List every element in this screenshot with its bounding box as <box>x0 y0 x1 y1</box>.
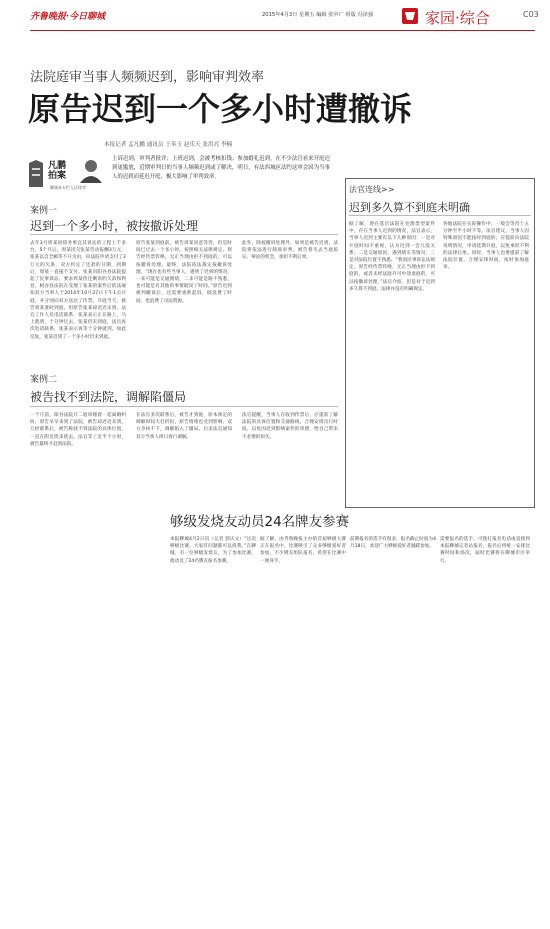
commentary-icon <box>28 159 44 189</box>
case1-col2: 原告张某到庭前，被告周某同意等待，但是时间已过去一个多小时。按照相关法律规定，原告经传票传唤，无正当理由拒不到庭的，可以按撤诉处理。最终，法院依法裁定按撤诉处理。“现在也有些当事人，遇到了迟到的情况，一来可能是交通拥堵，二来可能是路不熟悉，也可能是有其他的事情耽误了时间。”原告迟到被判撤诉后，还需要重新起诉，既浪费了时间，也浪费了司法资源。 <box>136 241 232 304</box>
section-badge-icon <box>402 8 418 24</box>
case1-col3: 此外，除按撤诉处理外，如果是被告迟到，法院将依法进行缺席审判，被告将失去当庭质证、辩论的机会，承担不利后果。 <box>242 241 338 261</box>
intro-text: 上诉迟到，审判者批评；上班迟到，会被考核扣钱；参加婚礼迟到，在不少法官看来开庭迟到更尴尬，近期审判日的当事人频频迟到或了解决，明日，有法西城区法约这审会因为当事人的迟到而延迟开庭，极大影响了审判效率。 <box>112 156 330 180</box>
masthead <box>0 0 550 36</box>
case2-rule <box>30 406 338 407</box>
article2-headline: 够级发烧友动员24名牌友参赛 <box>170 514 350 530</box>
commentary-box <box>28 157 108 193</box>
article2-col2: 据了解，由齐鲁晚报主办的首届够级大赛正在报名中，比赛吸引了众多够级爱好者参加，不少牌友组队报名，希望在比赛中一展身手。 <box>260 537 346 564</box>
case1-label: 案例一 <box>30 206 58 216</box>
kicker: 法院庭审当事人频频迟到，影响审判效率 <box>30 70 265 85</box>
sidebar-box <box>345 178 535 508</box>
sidebar-tag: 法官连线>> <box>349 185 395 194</box>
page-number: C03 <box>523 10 539 19</box>
case1-rule <box>30 234 338 235</box>
case2-col1: 一个月前，阳谷法院开二庭审理着一起离婚纠纷，原告早早来到了法院，被告却迟迟未到。几经联系后，被告称找不到法院的具体位置，一直在附近绕来绕去。法官等了近半个小时，被告最终才赶到法院。 <box>30 413 126 447</box>
avatar <box>78 157 104 183</box>
byline: 本报记者 孟凡鹏 通讯员 王奉玉 赵乐天 张洪亮 李楠 <box>104 142 233 148</box>
sidebar-rule <box>349 215 531 216</box>
sidebar-col2: 各地法院在实际操作中，一般会等待十五分钟至半小时不等。法官建议，当事人因特殊原因不能按时到庭的，应提前向法院说明情况，申请延期开庭，以免承担不利的法律后果。同时，当事人也要提前了解法院位置，合理安排时间，按时参加庭审。 <box>443 222 529 271</box>
case1-title: 迟到一个多小时，被按撤诉处理 <box>30 219 199 233</box>
case2-col2: 在法官多次联系后，被告才到庭，原本预定的调解时间大打折扣，原告情绪也受到影响，双方争执不下，调解陷入了僵局。后来法官通知双方当事人择日再行调解。 <box>136 413 232 440</box>
headline: 原告迟到一个多小时遭撤诉 <box>28 90 413 128</box>
commentary-label: 凡鹏拍案 <box>48 161 67 181</box>
article2-col4: 需要报名的选手，可拨打报名电话或直接到本报聊城记者站报名，报名后将统一安排比赛时间和场次，届时比赛将在聊城市区举行。 <box>440 537 530 564</box>
masthead-rule <box>30 30 535 31</box>
article2-col3: 前期报名的选手有很多，报名截止时间为4月18日，欢迎广大够级爱好者踊跃参加。 <box>350 537 436 550</box>
case2-title: 被告找不到法院，调解陷僵局 <box>30 390 187 404</box>
newspaper-logo: 齐鲁晚报·今日聊城 <box>30 12 106 22</box>
case1-col1: 去年3月周某因债务事宜其诉讼的工程上千多台，5个月后，周某因欠张某劳动报酬3万元，张某以自全额等不开为由，向法院申请支付了2万元的欠条，双方约定了还款的日期，到期后，周某一直拖不支付。张某向阳谷县法院提起了民事诉讼，要求周某偿还剩余的欠款和利息。相谷县法院在受理了张某的案件后依法通知双方当事人于2014年10月27日下午1点开庭，并分别向双方送达了传票。开庭当天，被告周某准时到庭，但原告张某却迟迟未到。法官工作人员电话联系，张某表示正在路上，马上就到，十分钟过去，张某仍未到庭，法官再次电话联系，张某表示再等十分钟就到。如此反复，张某迟到了一个多小时仍未到庭。 <box>30 241 126 340</box>
sidebar-title: 迟到多久算不到庭未明确 <box>349 201 470 214</box>
article2-col1: 本报聊城4月2日讯（记者 郭庆文）“这次够级比赛，大家有问题都可以找我。”在聊城，有一位够级发烧友，为了参加比赛，他动员了24名牌友报名参赛。 <box>170 537 256 564</box>
case2-label: 案例二 <box>30 375 58 385</box>
case2-col3: 法官提醒，当事人在收到传票后，应提前了解法院的具体位置和交通路线，合理安排出行时间，以免因迟到影响案件的审理，给自己带来不必要的损失。 <box>242 413 338 440</box>
sidebar-col1: 据了解，现在基层法院在处理类型案件中，存在当事人迟到的情况，法官表示，当事人迟到主要有以下几种原因：一是对开庭时间不重视，认为迟到一会儿没关系；二是交通原因，遇到堵车等情况；三是对法院位置不熟悉。“我国民事诉讼法规定，原告经传票传唤，无正当理由拒不到庭的，或者未经法庭许可中途退庭的，可以按撤诉处理。”法官介绍，但是对于迟到多久算不到庭，法律并没有明确规定。 <box>349 222 435 292</box>
date-line: 2015年4月3日 星期五 编辑 张中广 组版 冯泽强 <box>262 12 374 18</box>
commentary-sub: 聊城本专栏人法律者 <box>50 185 86 190</box>
section-name: 家园·综合 <box>425 9 490 27</box>
